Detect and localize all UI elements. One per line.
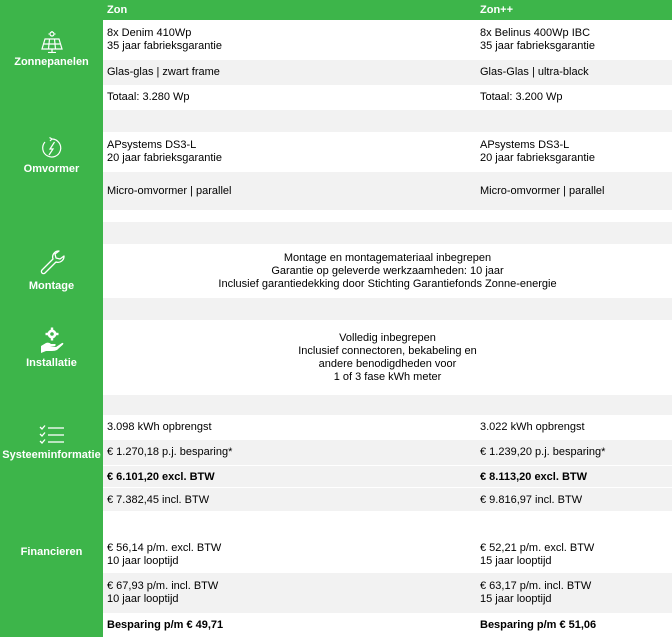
panel-zonpp-type: Glas-Glas | ultra-black	[480, 66, 589, 78]
checklist-icon	[37, 424, 67, 446]
header-col-zon: Zon	[107, 0, 307, 20]
section-systeeminformatie	[0, 424, 103, 461]
installatie-line3: andere benodigdheden voor	[318, 357, 457, 370]
panel-zonpp-line2: 35 jaar fabrieksgarantie	[480, 40, 595, 52]
hand-gear-icon	[38, 326, 66, 354]
system-zon-price-incl: € 7.382,45 incl. BTW	[107, 493, 210, 506]
finance-zon-excl-term: 10 jaar looptijd	[107, 555, 179, 567]
panel-zon-type: Glas-glas | zwart frame	[107, 66, 220, 78]
table-row	[103, 244, 672, 298]
montage-line3: Inclusief garantiedekking door Stichting Garantiefonds Zonne-energie	[218, 277, 557, 290]
panel-zonpp-model	[480, 20, 670, 60]
finance-zon-incl-term: 10 jaar looptijd	[107, 593, 179, 605]
inverter-zonpp-model	[480, 132, 670, 172]
finance-zon-incl-amount: € 67,93 p/m. incl. BTW	[107, 580, 219, 592]
table-row	[103, 440, 672, 465]
spacer-row	[103, 222, 672, 244]
header-col-zonpp: Zon++	[480, 0, 660, 20]
finance-zon-excl	[107, 537, 467, 573]
wrench-icon	[37, 247, 67, 277]
system-zon-price-excl: € 6.101,20 excl. BTW	[107, 470, 215, 483]
installatie-line2: Inclusief connectoren, bekabeling en	[298, 344, 477, 357]
panel-zon-line2: 35 jaar fabrieksgarantie	[107, 40, 222, 52]
section-montage	[0, 247, 103, 292]
table-row	[103, 537, 672, 573]
section-label-installatie: Installatie	[26, 357, 77, 369]
finance-zon-saving: Besparing p/m € 49,71	[107, 618, 224, 631]
panel-zon-model	[107, 20, 467, 60]
inverter-icon	[40, 136, 64, 160]
table-row	[103, 465, 672, 488]
section-label-zonnepanelen: Zonnepanelen	[14, 56, 89, 68]
inverter-zonpp-line1: APsystems DS3-L	[480, 139, 570, 151]
table-row	[103, 487, 672, 512]
finance-zonpp-excl	[480, 537, 670, 573]
system-zonpp-saving: € 1.239,20 p.j. besparing*	[480, 446, 606, 458]
table-row	[103, 60, 672, 85]
finance-zonpp-incl-amount: € 63,17 p/m. incl. BTW	[480, 580, 592, 592]
montage-line2: Garantie op geleverde werkzaamheden: 10 jaar	[271, 264, 504, 277]
section-omvormer	[0, 136, 103, 175]
finance-zonpp-excl-amount: € 52,21 p/m. excl. BTW	[480, 542, 595, 554]
section-label-systeeminformatie: Systeeminformatie	[2, 449, 101, 461]
system-zonpp-price-excl: € 8.113,20 excl. BTW	[480, 470, 588, 483]
installatie-line1: Volledig inbegrepen	[339, 331, 436, 344]
table-row	[103, 172, 672, 210]
finance-zon-excl-amount: € 56,14 p/m. excl. BTW	[107, 542, 222, 554]
spacer-row	[103, 511, 672, 537]
system-zonpp-yield: 3.022 kWh opbrengst	[480, 421, 585, 433]
section-zonnepanelen	[0, 31, 103, 68]
system-zonpp-price-incl: € 9.816,97 incl. BTW	[480, 493, 583, 506]
finance-zonpp-excl-term: 15 jaar looptijd	[480, 555, 552, 567]
system-zon-yield: 3.098 kWh opbrengst	[107, 421, 212, 433]
inverter-zon-type: Micro-omvormer | parallel	[107, 184, 232, 197]
system-zon-saving: € 1.270,18 p.j. besparing*	[107, 446, 233, 458]
finance-zonpp-incl	[480, 573, 670, 613]
section-financieren	[0, 543, 103, 558]
spacer-row	[103, 210, 672, 222]
panel-zon-line1: 8x Denim 410Wp	[107, 27, 192, 39]
installatie-info	[103, 320, 672, 395]
inverter-zon-line1: APsystems DS3-L	[107, 139, 197, 151]
table-row	[103, 132, 672, 172]
finance-zon-incl	[107, 573, 467, 613]
montage-info	[103, 244, 672, 298]
inverter-zon-line2: 20 jaar fabrieksgarantie	[107, 152, 222, 164]
table-row	[103, 613, 672, 637]
spacer-row	[103, 395, 672, 415]
section-label-financieren: Financieren	[20, 546, 83, 558]
table-row	[103, 20, 672, 60]
panel-zon-total: Totaal: 3.280 Wp	[107, 91, 190, 103]
montage-line1: Montage en montagemateriaal inbegrepen	[283, 251, 492, 264]
panel-zonpp-line1: 8x Belinus 400Wp IBC	[480, 27, 591, 39]
sidebar	[0, 0, 103, 637]
table-row	[103, 415, 672, 440]
panel-zonpp-total: Totaal: 3.200 Wp	[480, 91, 563, 103]
inverter-zonpp-type: Micro-omvormer | parallel	[480, 184, 605, 197]
section-installatie	[0, 326, 103, 369]
solar-panel-icon	[39, 31, 65, 53]
inverter-zonpp-line2: 20 jaar fabrieksgarantie	[480, 152, 595, 164]
inverter-zon-model	[107, 132, 467, 172]
spacer-row	[103, 110, 672, 132]
installatie-line4: 1 of 3 fase kWh meter	[333, 370, 442, 383]
finance-zonpp-incl-term: 15 jaar looptijd	[480, 593, 552, 605]
finance-zonpp-saving: Besparing p/m € 51,06	[480, 618, 597, 631]
spacer-row	[103, 298, 672, 320]
table-row	[103, 85, 672, 110]
section-label-omvormer: Omvormer	[23, 163, 80, 175]
table-row	[103, 320, 672, 395]
table-row	[103, 573, 672, 613]
section-label-montage: Montage	[28, 280, 75, 292]
